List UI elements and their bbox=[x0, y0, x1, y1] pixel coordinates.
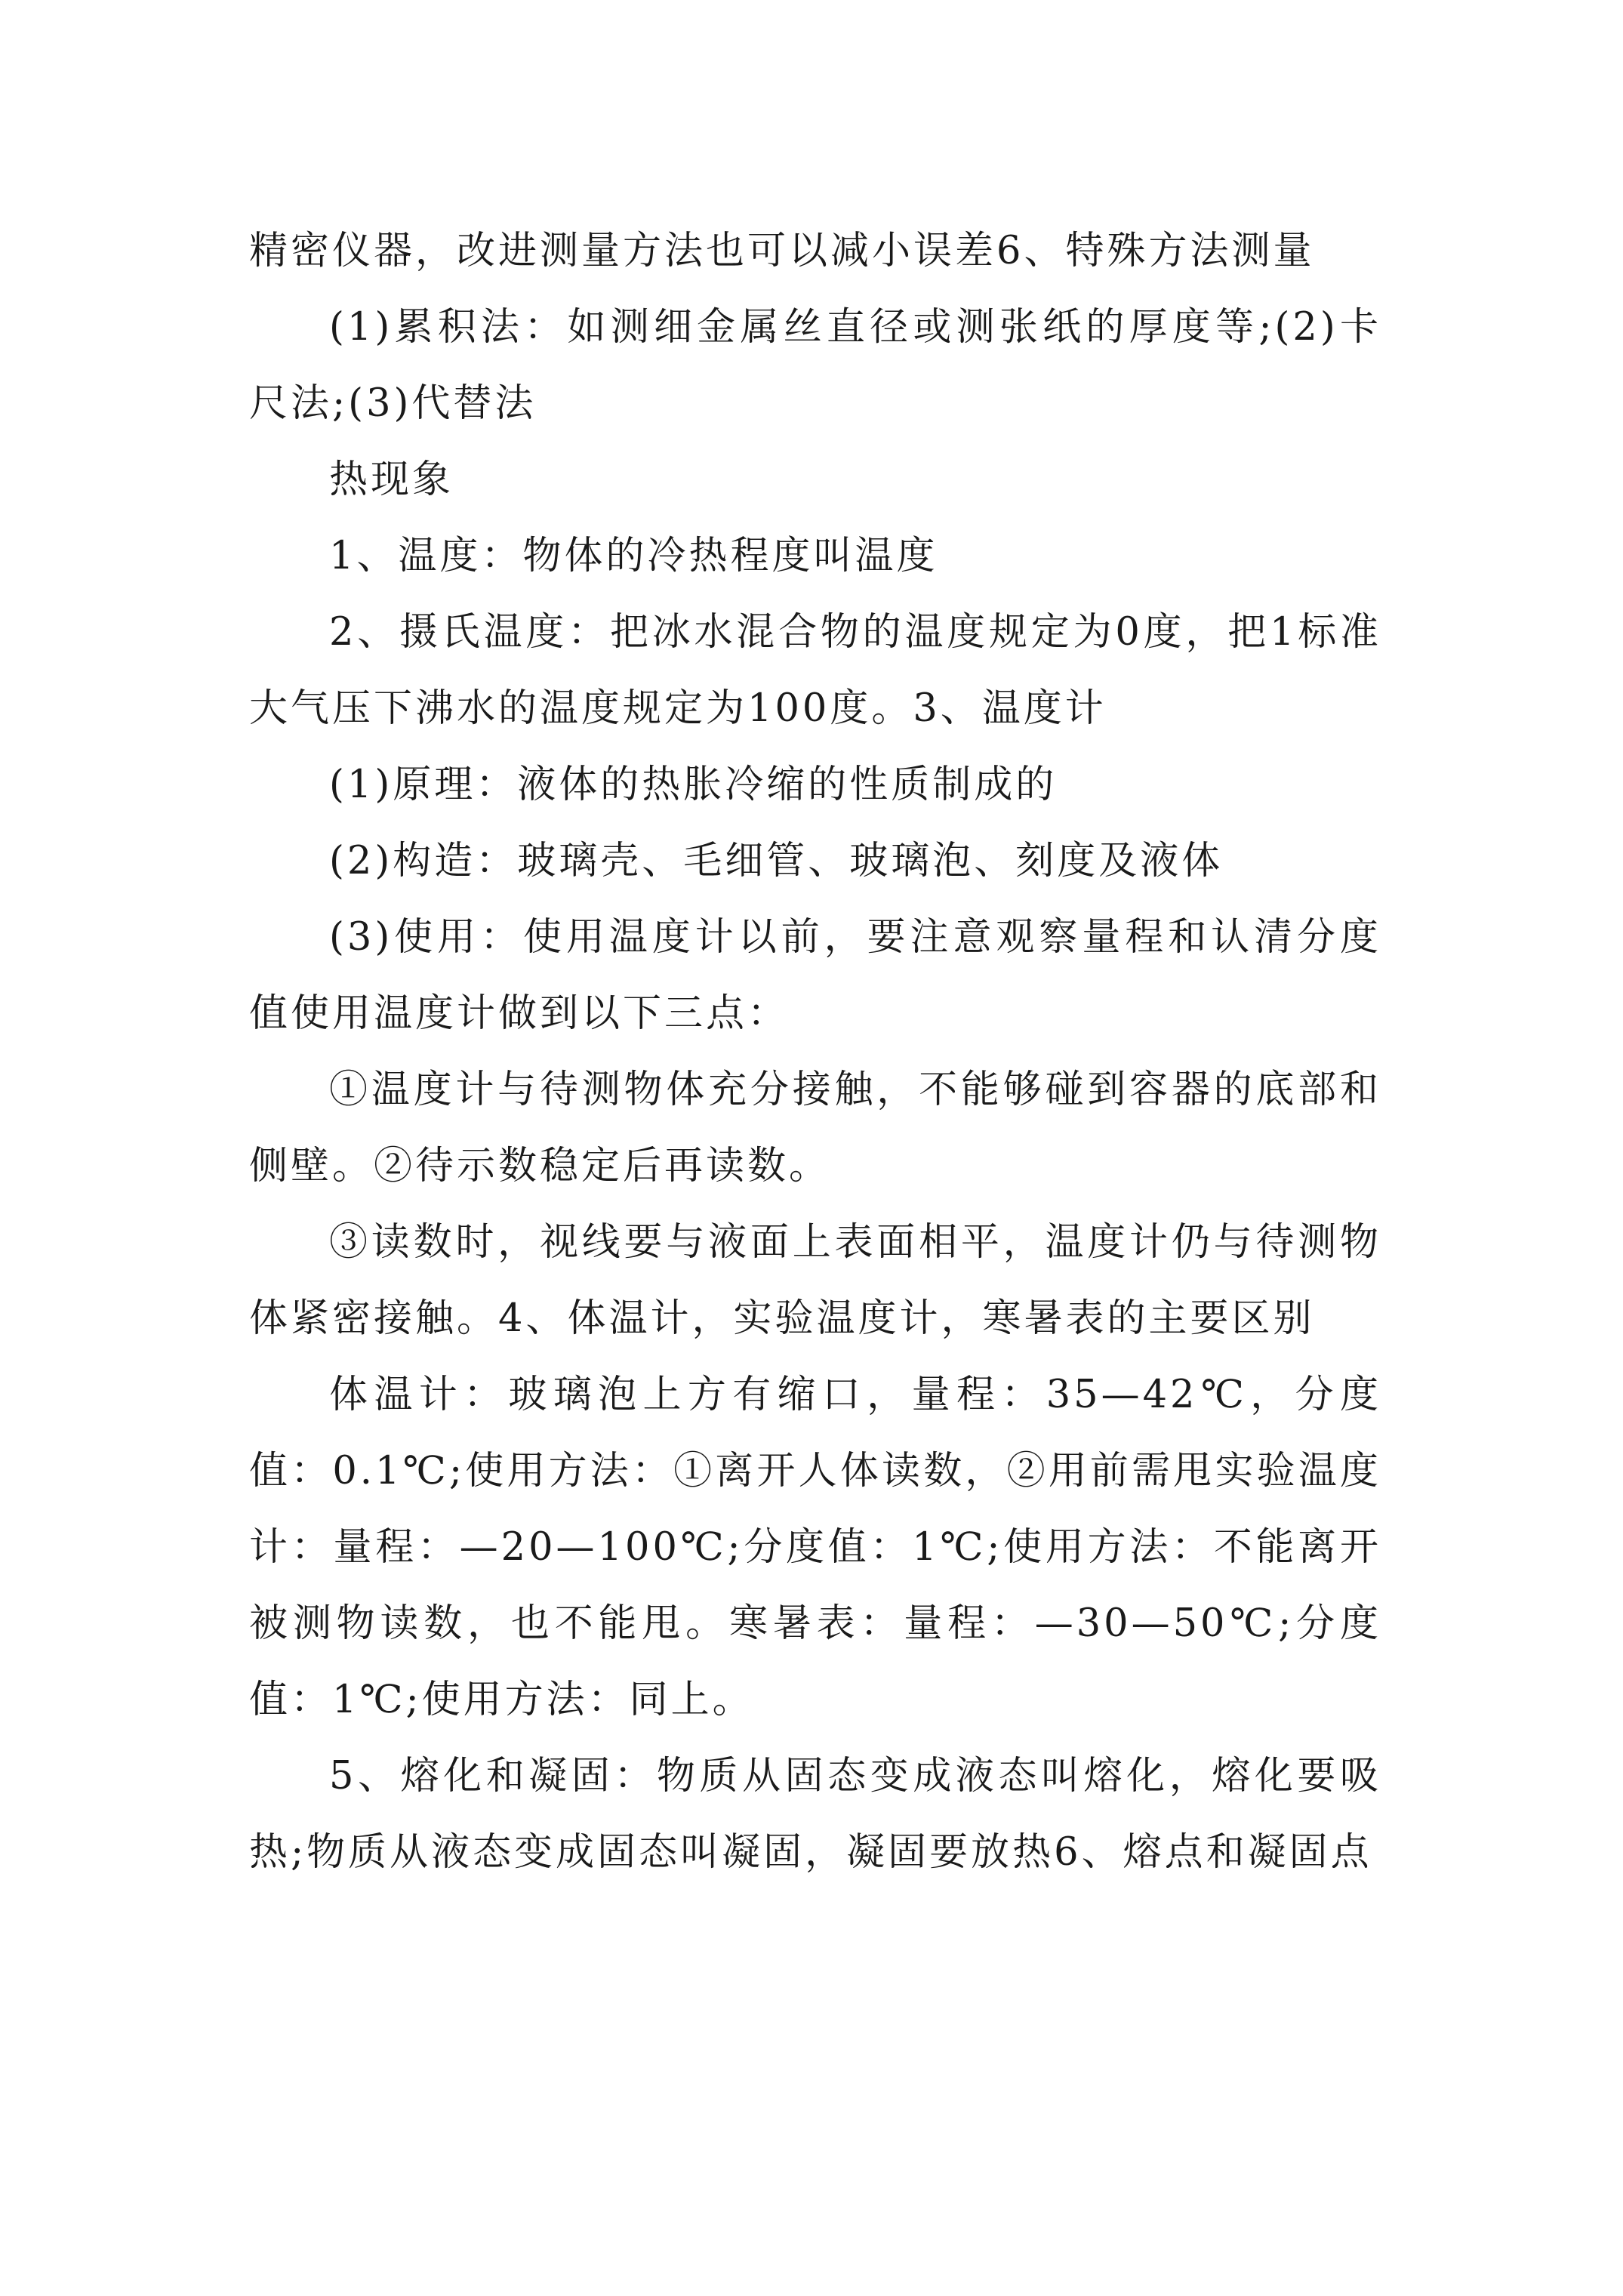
paragraph-melting-solidification: 5、熔化和凝固：物质从固态变成液态叫熔化，熔化要吸热;物质从液态变成固态叫凝固，凝固要放热6、熔点和凝固点 bbox=[249, 1754, 1381, 1875]
document-body bbox=[249, 213, 1381, 1891]
paragraph-usage-point-1-2: ①温度计与待测物体充分接触，不能够碰到容器的底部和侧壁。②待示数稳定后再读数。 bbox=[249, 1068, 1381, 1188]
paragraph-temperature: 1、温度：物体的冷热程度叫温度 bbox=[329, 534, 938, 578]
paragraph-thermometer-usage: (3)使用：使用温度计以前，要注意观察量程和认清分度值使用温度计做到以下三点： bbox=[249, 915, 1381, 1036]
paragraph-usage-point-3: ③读数时，视线要与液面上表面相平，温度计仍与待测物体紧密接触。4、体温计，实验温度计，寒暑表的主要区别 bbox=[249, 1220, 1381, 1341]
paragraph-thermometer-types: 体温计：玻璃泡上方有缩口，量程：35—42℃，分度值：0.1℃;使用方法：①离开人体读数，②用前需甩实验温度计：量程：—20—100℃;分度值：1℃;使用方法：不能离开被测物读数，也不能甩。寒暑表：量程：—30—50℃;分度值：1℃;使用方法：同上。 bbox=[249, 1373, 1381, 1722]
paragraph-thermometer-principle: (1)原理：液体的热胀冷缩的性质制成的 bbox=[329, 763, 1058, 807]
paragraph-thermometer-structure: (2)构造：玻璃壳、毛细管、玻璃泡、刻度及液体 bbox=[329, 839, 1224, 883]
paragraph-celsius: 2、摄氏温度：把冰水混合物的温度规定为0度，把1标准大气压下沸水的温度规定为100度。3、温度计 bbox=[249, 610, 1381, 731]
paragraph-measurement-continued: 精密仪器，改进测量方法也可以减小误差6、特殊方法测量 bbox=[249, 229, 1315, 273]
section-heading-thermal: 热现象 bbox=[329, 458, 454, 502]
paragraph-special-methods: (1)累积法：如测细金属丝直径或测张纸的厚度等;(2)卡尺法;(3)代替法 bbox=[249, 305, 1381, 426]
